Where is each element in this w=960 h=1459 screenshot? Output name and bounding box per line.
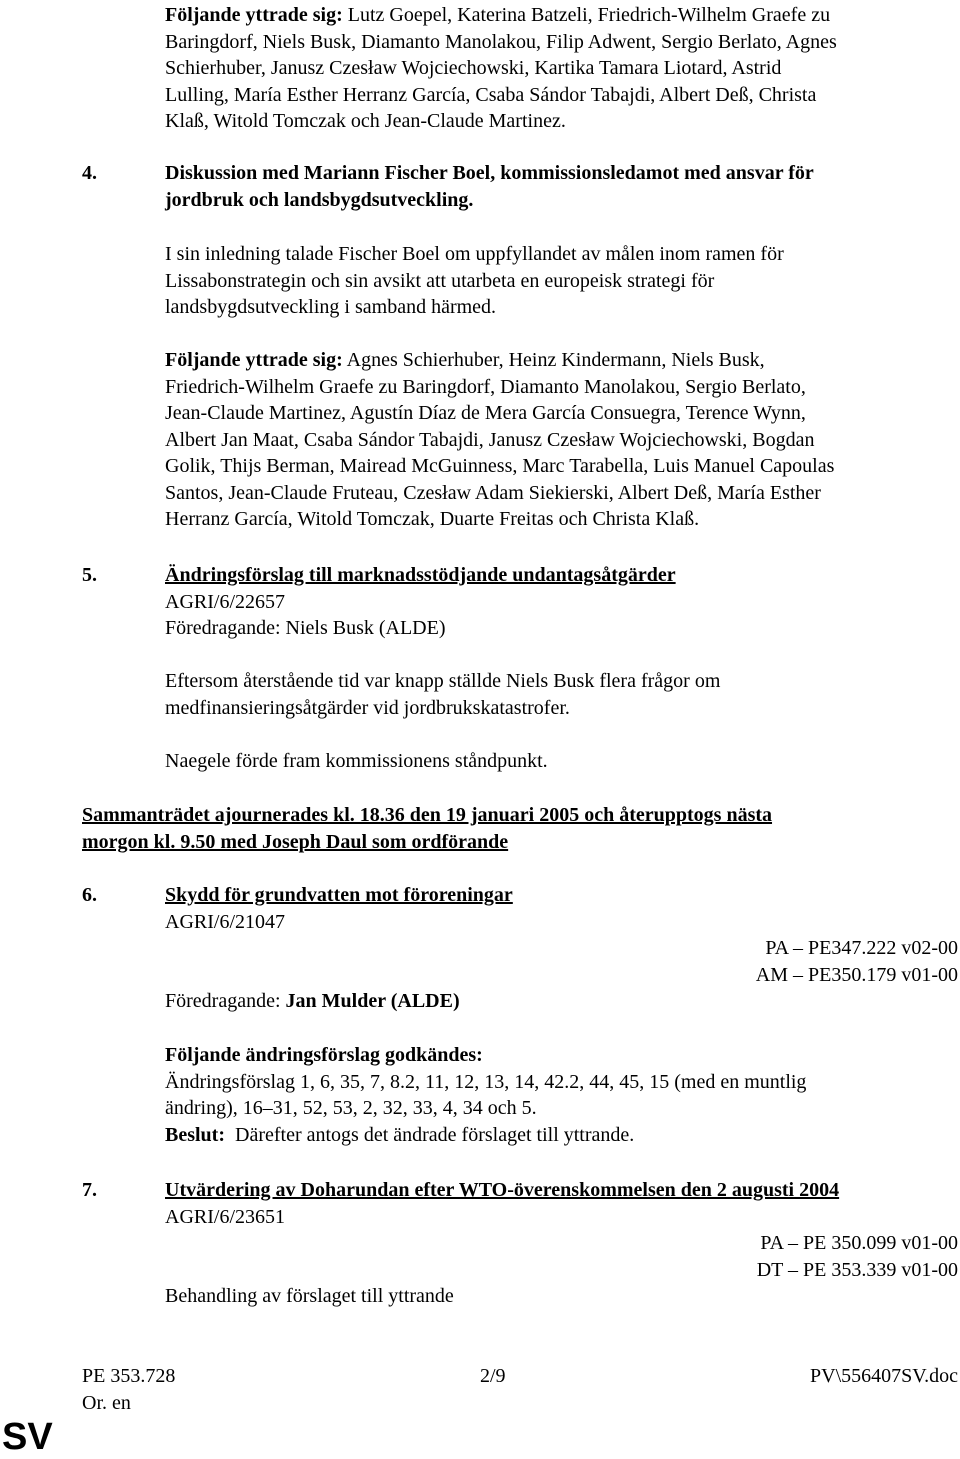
adjournment-note: Sammanträdet ajournerades kl. 18.36 den 19 januari 2005 och återupptogs nästa morgon kl. 9.50 med Joseph Daul som ordförande: [82, 804, 773, 853]
agenda-item-5: [82, 562, 957, 642]
speakers-label: Följande yttrade sig:: [165, 4, 343, 26]
footer-page-number: 2/9: [480, 1365, 506, 1387]
am-reference: AM – PE350.179 v01-00: [755, 964, 958, 986]
dt-reference: DT – PE 353.339 v01-00: [756, 1259, 958, 1281]
item-7-doc-refs: [600, 1230, 958, 1290]
speakers-label: Följande yttrade sig:: [165, 349, 343, 371]
footer: [82, 1363, 958, 1393]
speakers-block-1: [165, 2, 955, 135]
adopted-label: Följande ändringsförslag godkändes:: [165, 1044, 483, 1066]
speakers-text: Schierhuber, Janusz Czesław Wojciechowski, Kartika Tamara Liotard, Astrid: [165, 57, 782, 79]
agenda-item-7: [82, 1177, 957, 1230]
speakers-text: Lulling, María Esther Herranz García, Csaba Sándor Tabajdi, Albert Deß, Christa: [165, 83, 817, 106]
decision-label: Beslut:: [165, 1123, 225, 1146]
pa-reference: PA – PE 350.099 v01-00: [760, 1232, 958, 1254]
pa-reference: PA – PE347.222 v02-00: [765, 937, 958, 959]
item-reference: AGRI/6/22657: [165, 590, 285, 613]
item-rapporteur: Föredragande: Niels Busk (ALDE): [165, 617, 446, 639]
item-title: Ändringsförslag till marknadsstödjande undantagsåtgärder: [165, 564, 676, 586]
footer-original-language: Or. en: [82, 1392, 131, 1414]
item-title: Diskussion med Mariann Fischer Boel, kommissionsledamot med ansvar för: [165, 162, 814, 184]
agenda-item-6: [82, 882, 957, 935]
item-number: 6.: [82, 884, 97, 906]
item-number: 7.: [82, 1179, 97, 1201]
item-number: 5.: [82, 564, 97, 586]
item-title: jordbruk och landsbygdsutveckling.: [165, 188, 474, 211]
item-4-paragraph: I sin inledning talade Fischer Boel om uppfyllandet av målen inom ramen för Lissabonstrategin och sin avsikt att utarbeta en europeisk strategi för landsbygdsutveckling i samband härmed.: [165, 243, 784, 318]
item-4-speakers: Följande yttrade sig: Agnes Schierhuber, Heinz Kindermann, Niels Busk, Friedrich-Wilhelm Graefe zu Baringdorf, Diamanto Manolakou, Sergio Berlato, Jean-Claude Martinez, Agustín Díaz de Mera García Consuegra, Terence Wynn, Albert Jan Maat, Csaba Sándor Tabajdi, Janusz Czesław Wojciechowski, Bogdan Golik, Thijs Berman, Mairead McGuinness, Marc Tarabella, Luis Manuel Capoulas Santos, Jean-Claude Fruteau, Czesław Adam Siekierski, Albert Deß, María Esther Herranz García, Witold Tomczak, Duarte Freitas och Christa Klaß.: [165, 349, 835, 530]
speakers-text: Lutz Goepel, Katerina Batzeli, Friedrich-Wilhelm Graefe zu: [347, 4, 831, 26]
speakers-text: Baringdorf, Niels Busk, Diamanto Manolakou, Filip Adwent, Sergio Berlato, Agnes: [165, 30, 837, 53]
item-title: Skydd för grundvatten mot föroreningar: [165, 884, 513, 906]
item-reference: AGRI/6/21047: [165, 910, 285, 933]
speakers-text: Klaß, Witold Tomczak och Jean-Claude Martinez.: [165, 110, 566, 132]
item-6-doc-refs: [600, 935, 958, 995]
footer-doc-number: PE 353.728: [82, 1365, 176, 1387]
footer-file-name: PV\556407SV.doc: [810, 1365, 958, 1387]
item-6-adopted: Följande ändringsförslag godkändes: Ändringsförslag 1, 6, 35, 7, 8.2, 11, 12, 13, 14, 42.2, 44, 45, 15 (med en muntlig ändring), 16–31, 52, 53, 2, 32, 33, 4, 34 och 5. Beslut: Därefter antogs det ändrade förslaget till yttrande.: [165, 1042, 955, 1148]
item-title: Utvärdering av Doharundan efter WTO-överenskommelsen den 2 augusti 2004: [165, 1179, 840, 1201]
item-number: 4.: [82, 162, 97, 184]
item-5-paragraph: Eftersom återstående tid var knapp ställde Niels Busk flera frågor om medfinansieringsåtgärder vid jordbrukskatastrofer.: [165, 670, 721, 719]
item-6-rapporteur: Föredragande: Jan Mulder (ALDE): [165, 990, 460, 1012]
item-reference: AGRI/6/23651: [165, 1205, 285, 1228]
agenda-item-4: [82, 160, 957, 213]
language-code: SV: [2, 1416, 53, 1458]
item-7-note: Behandling av förslaget till yttrande: [165, 1285, 454, 1307]
item-5-paragraph-2: Naegele förde fram kommissionens ståndpunkt.: [165, 750, 548, 772]
